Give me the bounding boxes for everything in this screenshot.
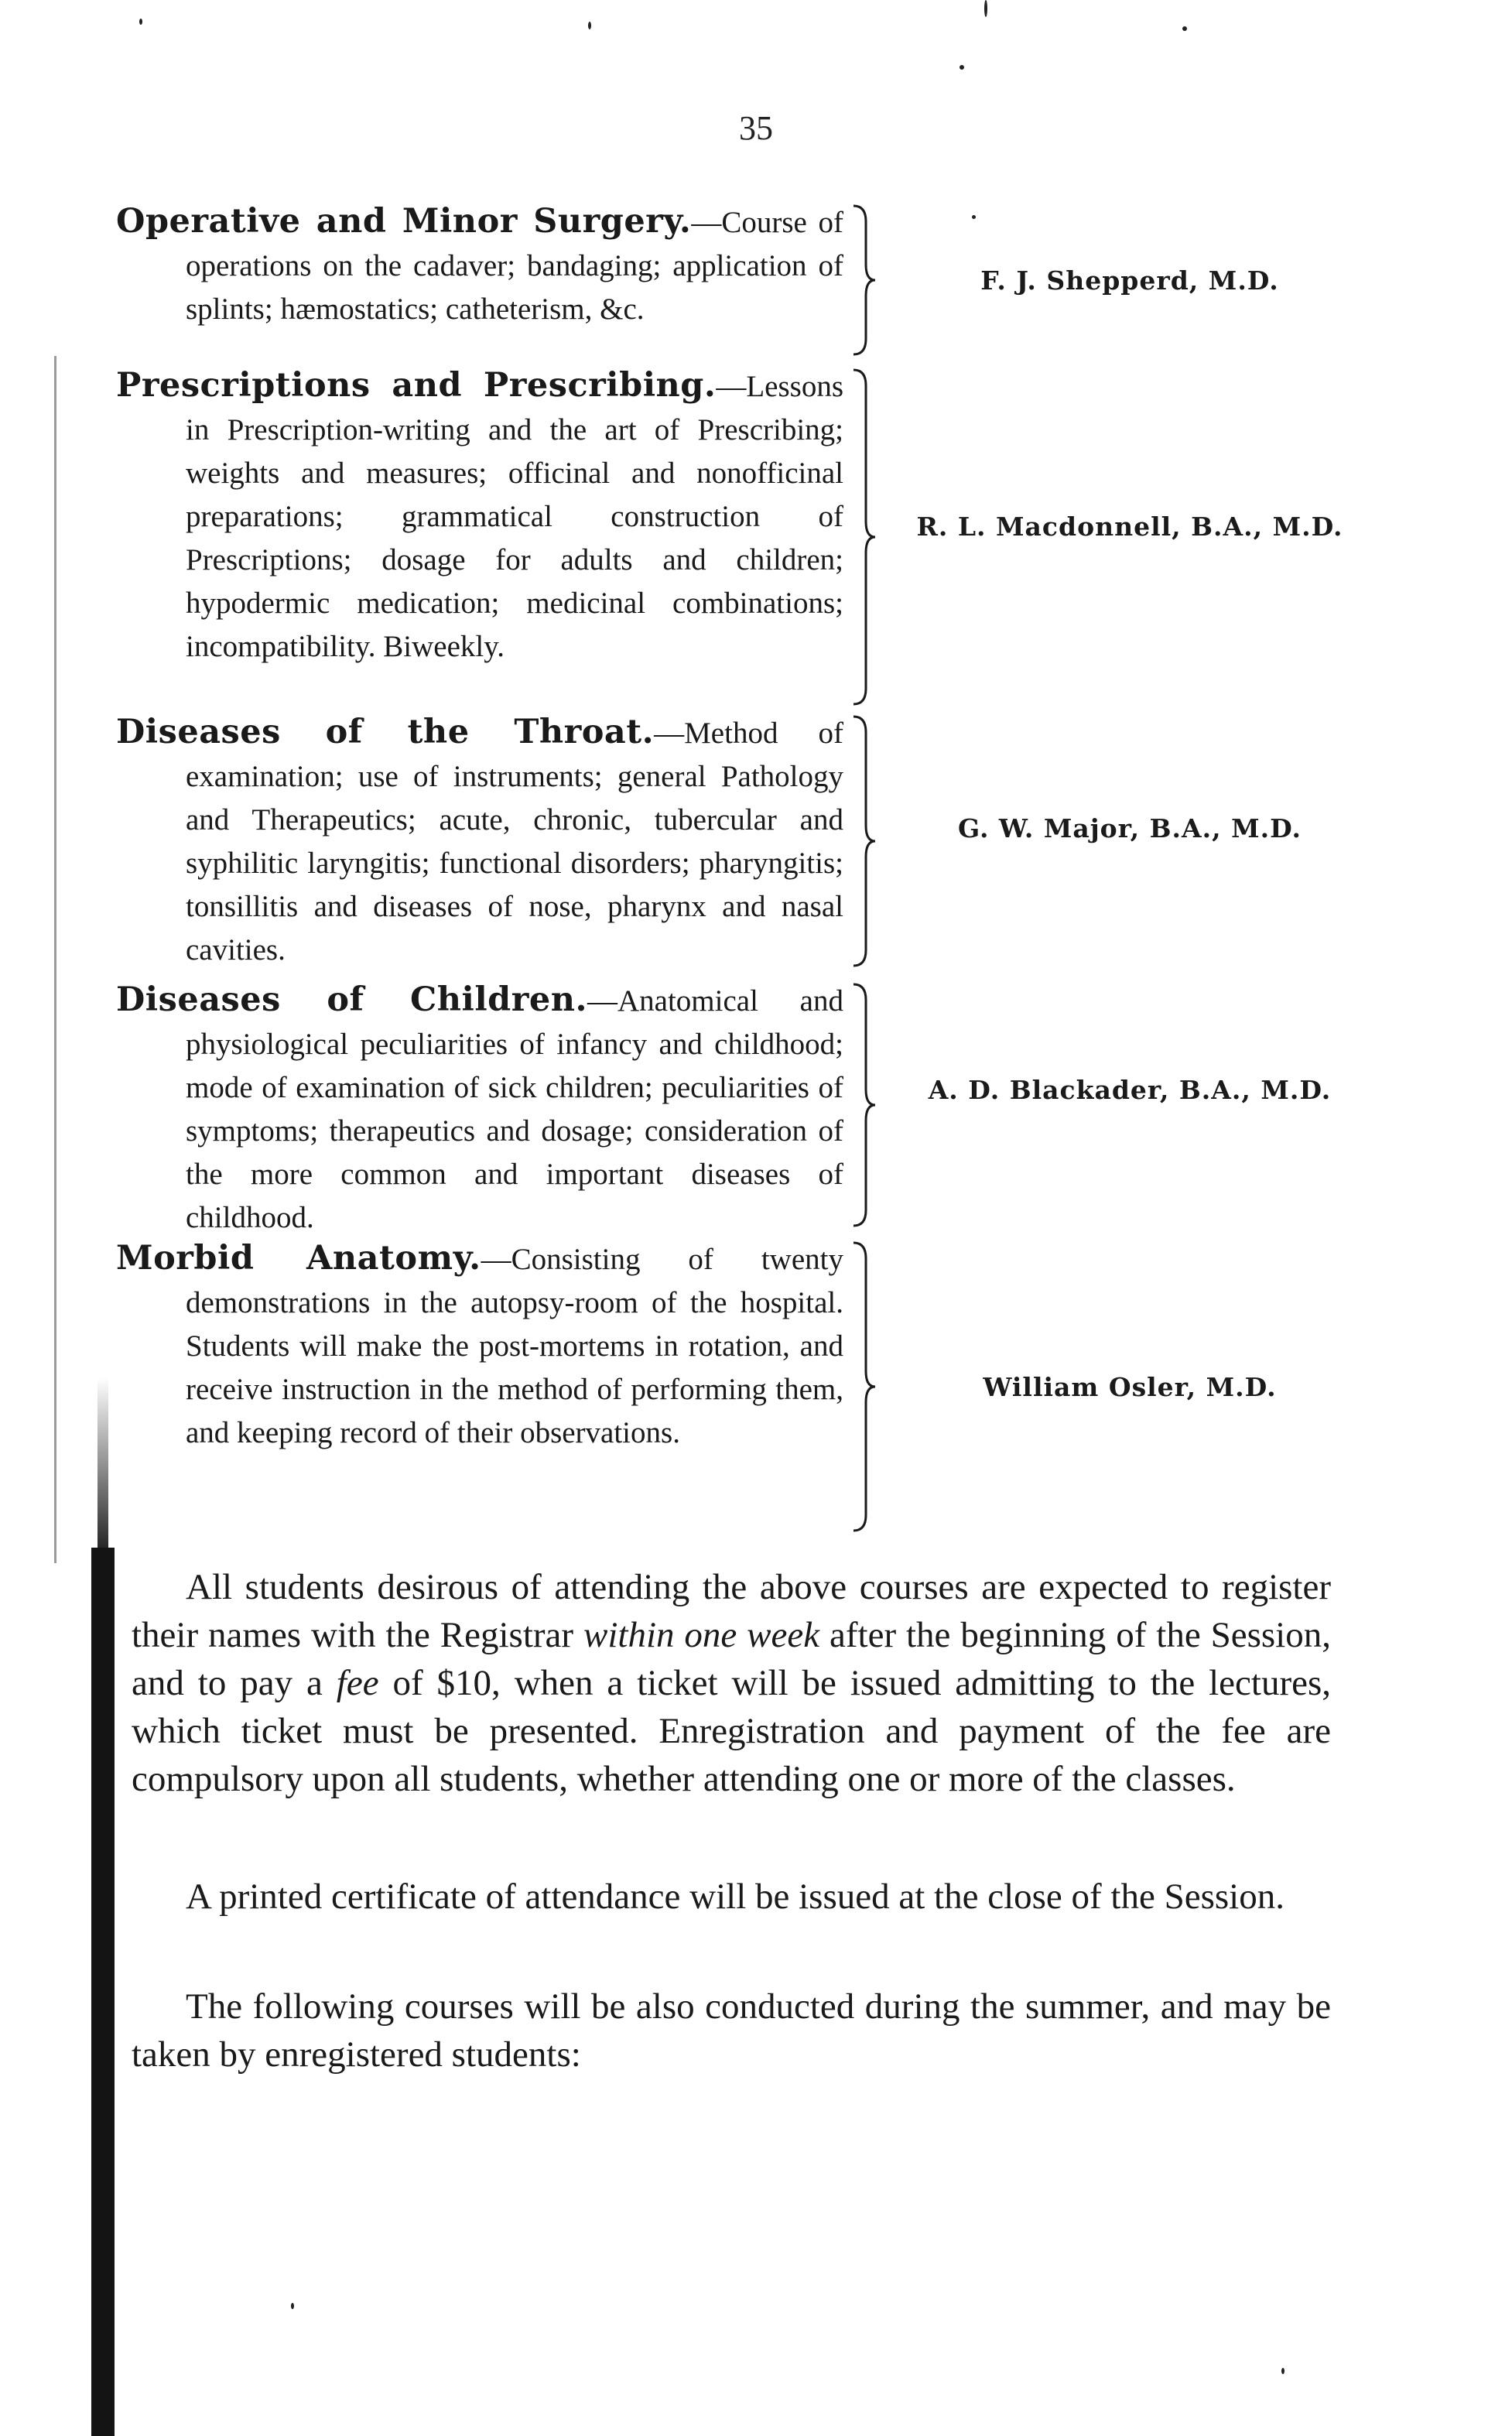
course-title: Morbid Anatomy. (116, 1239, 481, 1278)
scan-speck (1182, 26, 1187, 31)
course-description: —Lessons in Prescription-writing and the art of Prescribing; weights and measures; officinal and nonofficinal preparations; grammatical construction of Prescriptions; dosage for adults and children; hypodermic medication; medicinal combinations; incompatibility. Biweekly. (186, 370, 843, 663)
course-entry (116, 710, 859, 972)
scan-speck (984, 0, 987, 17)
curly-brace (847, 713, 875, 969)
course-title: Diseases of the Throat. (116, 713, 655, 751)
scan-speck (588, 22, 591, 29)
instructor-name: William Osler, M.D. (983, 1372, 1277, 1402)
course-title: Operative and Minor Surgery. (116, 202, 692, 241)
scan-speck (139, 19, 142, 25)
paragraph-text: of $10, when a ticket will be issued admitting to the lectures, which ticket must be presented. Enregistration and payment of the fee are compulsory upon all students, whether attending one or more of the classes. (132, 1663, 1331, 1799)
course-text (116, 978, 843, 1240)
scan-speck (972, 215, 976, 219)
instructor-name: G. W. Major, B.A., M.D. (957, 813, 1302, 843)
scan-speck (291, 2303, 294, 2309)
emphasis-text: within one week (583, 1615, 820, 1655)
course-text (116, 200, 843, 331)
paragraph-text: after the beginning of the Session, and to pay a (132, 1615, 1331, 1703)
registration-paragraph (132, 1563, 1331, 1803)
course-description: —Course of operations on the cadaver; bandaging; application of splints; hæmostatics; catheterism, &c. (186, 206, 843, 326)
instructor-name: F. J. Shepperd, M.D. (980, 265, 1279, 296)
curly-brace (847, 981, 875, 1229)
paragraph-text: All students desirous of attending the above courses are expected to register their names with the Registrar (132, 1567, 1331, 1655)
course-entry (116, 1237, 859, 1455)
course-text (116, 364, 843, 669)
course-entry (116, 364, 859, 669)
course-title: Prescriptions and Prescribing. (116, 366, 717, 405)
curly-brace (847, 1240, 875, 1534)
instructor-name: R. L. Macdonnell, B.A., M.D. (916, 511, 1343, 542)
course-entry (116, 978, 859, 1240)
course-description: —Consisting of twenty demonstrations in the autopsy-room of the hospital. Students will make the post-mortems in rotation, and receive instruction in the method of performing them, and keeping record of their observations. (186, 1243, 843, 1449)
instructor-name: A. D. Blackader, B.A., M.D. (928, 1075, 1332, 1105)
scan-speck (1281, 2368, 1285, 2374)
summer-courses-paragraph (132, 1983, 1331, 2078)
course-text (116, 710, 843, 972)
course-description: —Method of examination; use of instruments; general Pathology and Therapeutics; acute, chronic, tubercular and syphilitic laryngitis; functional disorders; pharyngitis; tonsillitis and diseases of nose, pharynx and nasal cavities. (186, 717, 843, 967)
paragraph-text: A printed certificate of attendance will be issued at the close of the Session. (186, 1877, 1285, 1917)
binding-shadow-fade (97, 1377, 108, 1563)
curly-brace (847, 367, 875, 707)
emphasis-text: fee (336, 1663, 379, 1703)
course-title: Diseases of Children. (116, 980, 587, 1019)
course-entry (116, 200, 859, 331)
scan-speck (960, 65, 964, 70)
curly-brace (847, 203, 875, 358)
page-edge-shadow (54, 356, 56, 1563)
binding-shadow (91, 1548, 115, 2436)
page-number: 35 (739, 109, 773, 147)
course-text (116, 1237, 843, 1455)
paragraph-text: The following courses will be also conducted during the summer, and may be taken by enregistered students: (132, 1986, 1331, 2075)
certificate-paragraph (132, 1873, 1331, 1921)
course-description: —Anatomical and physiological peculiarities of infancy and childhood; mode of examination of sick children; peculiarities of symptoms; therapeutics and dosage; consideration of the more common and important diseases of childhood. (186, 984, 843, 1234)
